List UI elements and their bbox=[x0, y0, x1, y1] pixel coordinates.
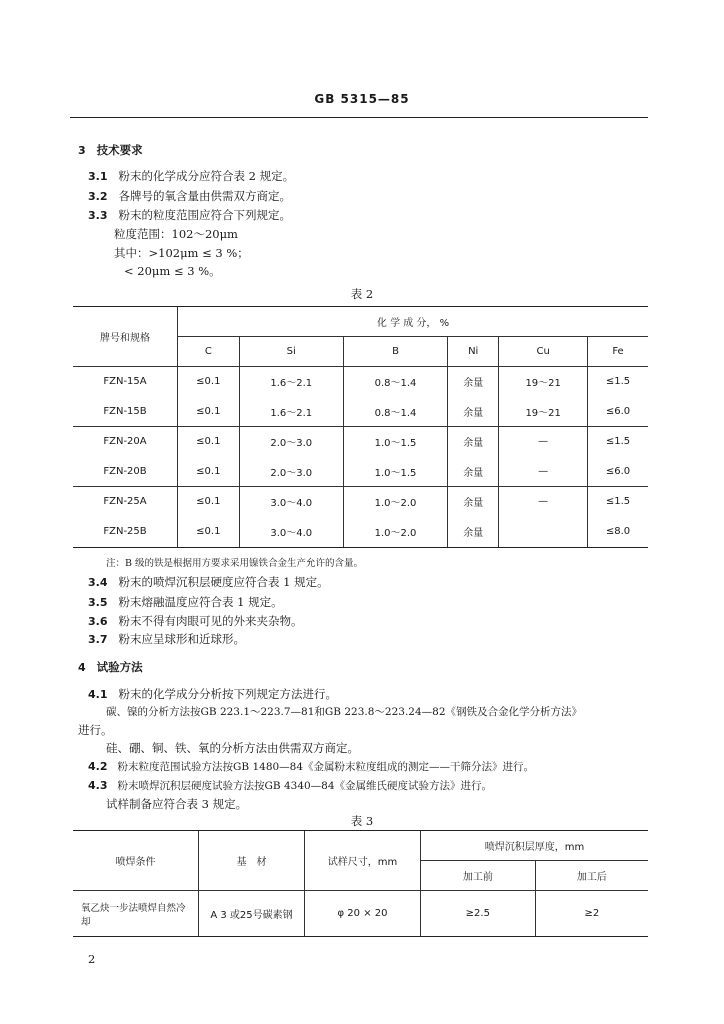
value-cell: 余量 bbox=[448, 397, 499, 427]
sub-header: 加工后 bbox=[535, 861, 648, 891]
table-row bbox=[73, 487, 648, 517]
section-4-heading bbox=[78, 660, 143, 675]
value-cell: ≤1.5 bbox=[588, 367, 648, 397]
item-3-2 bbox=[88, 189, 291, 204]
value-cell: ≥2 bbox=[535, 891, 648, 937]
value-cell: ≤0.1 bbox=[178, 397, 240, 427]
value-cell: — bbox=[499, 427, 588, 457]
group-header-cell: 化 学 成 分， % bbox=[178, 307, 649, 337]
value-cell: ≤6.0 bbox=[588, 457, 648, 487]
col-header: Cu bbox=[499, 337, 588, 367]
col-header: Si bbox=[239, 337, 343, 367]
table-row bbox=[73, 891, 648, 937]
item-text: 粉末粒度范围试验方法按GB 1480—84《金属粉末粒度组成的测定——干筛分法》进行。 bbox=[117, 761, 535, 773]
section-number: 4 bbox=[78, 661, 86, 674]
value-cell: ≤1.5 bbox=[588, 487, 648, 517]
value-cell: 余量 bbox=[448, 367, 499, 397]
item-text: 粉末不得有肉眼可见的外来夹杂物。 bbox=[118, 614, 303, 628]
table-row bbox=[73, 457, 648, 487]
table-row bbox=[73, 367, 648, 397]
item-number: 3.1 bbox=[88, 170, 108, 183]
item-3-5 bbox=[88, 595, 283, 610]
section-title: 试验方法 bbox=[96, 660, 143, 674]
item-4-1 bbox=[88, 687, 337, 702]
paragraph-text: 碳、镍的分析方法按GB 223.1～223.7—81和GB 223.8～223.24—82《钢铁及合金化学分析方法》 bbox=[106, 706, 583, 718]
col-header: Ni bbox=[448, 337, 499, 367]
item-text: 各牌号的氧含量由供需双方商定。 bbox=[118, 189, 291, 203]
table-3 bbox=[73, 830, 648, 937]
item-3-7 bbox=[88, 632, 245, 647]
value-cell: 2.0～3.0 bbox=[239, 427, 343, 457]
value-cell: ≤0.1 bbox=[178, 487, 240, 517]
value-cell bbox=[499, 517, 588, 548]
table-3-caption: 表 3 bbox=[350, 814, 374, 828]
value-cell: 余量 bbox=[448, 487, 499, 517]
paragraph-text: 试样制备应符合表 3 规定。 bbox=[106, 797, 248, 811]
value-cell: 2.0～3.0 bbox=[239, 457, 343, 487]
col-header: B bbox=[343, 337, 447, 367]
section-title: 技术要求 bbox=[96, 143, 143, 157]
value-cell: 19～21 bbox=[499, 367, 588, 397]
item-3-6 bbox=[88, 614, 302, 629]
section-number: 3 bbox=[78, 144, 86, 157]
item-text: 粉末应呈球形和近球形。 bbox=[118, 632, 245, 646]
value-cell: 余量 bbox=[448, 457, 499, 487]
table-2-note: 注：B 级的铁是根据用方要求采用镍铁合金生产允许的含量。 bbox=[106, 558, 364, 569]
grade-cell: FZN-20A bbox=[73, 427, 178, 457]
sub-header: 加工前 bbox=[421, 861, 536, 891]
value-cell: 1.0～1.5 bbox=[343, 427, 447, 457]
item-number: 4.2 bbox=[88, 760, 108, 773]
page-number: 2 bbox=[88, 952, 96, 966]
row-header-cell: 牌号和规格 bbox=[73, 307, 178, 367]
table-2 bbox=[73, 306, 648, 548]
value-cell: 余量 bbox=[448, 427, 499, 457]
grade-cell: FZN-25B bbox=[73, 517, 178, 548]
value-cell: 3.0～4.0 bbox=[239, 517, 343, 548]
value-cell: 氧乙炔一步法喷焊自然冷却 bbox=[73, 891, 199, 937]
value-cell: ≥2.5 bbox=[421, 891, 536, 937]
grade-cell: FZN-20B bbox=[103, 465, 147, 477]
item-number: 3.4 bbox=[88, 576, 108, 589]
value-cell: 3.0～4.0 bbox=[239, 487, 343, 517]
col-header: 基 材 bbox=[199, 831, 305, 891]
value-cell: 19～21 bbox=[499, 397, 588, 427]
table-row bbox=[73, 517, 648, 548]
col-header: 试样尺寸，mm bbox=[305, 831, 421, 891]
item-4-2 bbox=[88, 760, 534, 774]
item-text: 粉末的化学成分应符合表 2 规定。 bbox=[118, 169, 295, 183]
item-number: 4.1 bbox=[88, 688, 108, 701]
item-3-3 bbox=[88, 208, 291, 223]
value-cell: A 3 或25号碳素钢 bbox=[199, 891, 305, 937]
item-number: 3.6 bbox=[88, 615, 108, 628]
item-text: 粉末的喷焊沉积层硬度应符合表 1 规定。 bbox=[118, 575, 329, 589]
col-header: 喷焊条件 bbox=[73, 831, 199, 891]
value-cell: ≤0.1 bbox=[178, 427, 240, 457]
value-cell: 余量 bbox=[448, 517, 499, 548]
col-header: Fe bbox=[588, 337, 648, 367]
item-3-4 bbox=[88, 575, 329, 590]
paragraph-text: 进行。 bbox=[78, 723, 113, 737]
item-number: 3.5 bbox=[88, 596, 108, 609]
value-cell: φ 20 × 20 bbox=[305, 891, 421, 937]
value-cell: ≤6.0 bbox=[588, 397, 648, 427]
table-row bbox=[73, 397, 648, 427]
header-rule bbox=[70, 117, 648, 118]
value-cell: ≤0.1 bbox=[178, 367, 240, 397]
col-header: C bbox=[178, 337, 240, 367]
value-cell: 1.0～2.0 bbox=[343, 487, 447, 517]
value-cell: ≤1.5 bbox=[588, 427, 648, 457]
grade-cell: FZN-15B bbox=[103, 405, 147, 417]
item-number: 3.3 bbox=[88, 209, 108, 222]
item-4-3 bbox=[88, 779, 492, 793]
value-cell: — bbox=[499, 457, 588, 487]
item-text: 粉末的化学成分分析按下列规定方法进行。 bbox=[118, 687, 337, 701]
value-cell: ≤0.1 bbox=[178, 457, 240, 487]
value-cell: 1.0～2.0 bbox=[343, 517, 447, 548]
value-cell: 1.6～2.1 bbox=[239, 397, 343, 427]
value-cell: 1.6～2.1 bbox=[239, 367, 343, 397]
size-range-line: 粒度范围：102～20μm bbox=[114, 227, 238, 241]
item-number: 3.7 bbox=[88, 633, 108, 646]
value-cell: ≤0.1 bbox=[178, 517, 240, 548]
section-3-heading bbox=[78, 143, 143, 158]
item-text: 粉末喷焊沉积层硬度试验方法按GB 4340—84《金属维氏硬度试验方法》进行。 bbox=[117, 780, 493, 792]
value-cell: — bbox=[499, 487, 588, 517]
item-text: 粉末的粒度范围应符合下列规定。 bbox=[118, 208, 291, 222]
table-row bbox=[73, 427, 648, 457]
item-3-1 bbox=[88, 169, 294, 184]
size-under-line: < 20μm ≤ 3 %。 bbox=[124, 264, 221, 278]
item-number: 4.3 bbox=[88, 779, 108, 792]
item-number: 3.2 bbox=[88, 190, 108, 203]
value-cell: 0.8～1.4 bbox=[343, 367, 447, 397]
paragraph-text: 硅、硼、铜、铁、氧的分析方法由供需双方商定。 bbox=[106, 741, 359, 755]
item-text: 粉末熔融温度应符合表 1 规定。 bbox=[118, 595, 283, 609]
grade-cell: FZN-15A bbox=[73, 367, 178, 397]
value-cell: 1.0～1.5 bbox=[343, 457, 447, 487]
table-2-caption: 表 2 bbox=[350, 287, 374, 301]
col-header: 喷焊沉积层厚度，mm bbox=[421, 831, 649, 861]
value-cell: 0.8～1.4 bbox=[343, 397, 447, 427]
size-over-line: 其中：>102μm ≤ 3 %； bbox=[114, 246, 249, 260]
grade-cell: FZN-25A bbox=[73, 487, 178, 517]
value-cell: ≤8.0 bbox=[588, 517, 648, 548]
standard-header: GB 5315—85 bbox=[314, 92, 410, 106]
